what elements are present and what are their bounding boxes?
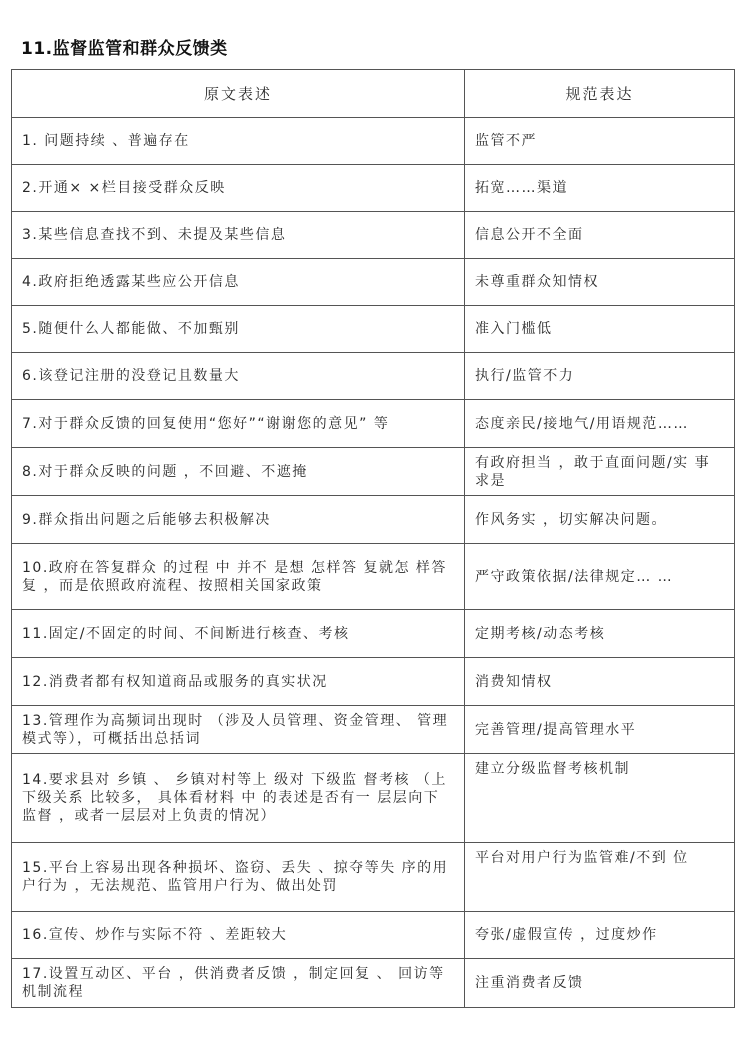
original-cell: 10.政府在答复群众 的过程 中 并不 是想 怎样答 复就怎 样答复 ，而是依照政府流程、按照相关国家政策	[12, 544, 465, 610]
table-row	[12, 843, 735, 912]
table-row	[12, 706, 735, 754]
original-cell: 16.宣传、炒作与实际不符 、差距较大	[12, 912, 465, 959]
standard-cell: 监管不严	[465, 118, 735, 165]
original-cell: 9.群众指出问题之后能够去积极解决	[12, 496, 465, 544]
standard-cell: 消费知情权	[465, 658, 735, 706]
standard-cell: 建立分级监督考核机制	[465, 754, 735, 843]
standard-cell: 完善管理/提高管理水平	[465, 706, 735, 754]
original-cell: 13.管理作为高频词出现时 （涉及人员管理、资金管理、 管理模式等），可概括出总括词	[12, 706, 465, 754]
table-row	[12, 118, 735, 165]
standard-cell: 准入门槛低	[465, 306, 735, 353]
original-cell: 17.设置互动区、平台 ，供消费者反馈 ，制定回复 、 回访等机制流程	[12, 959, 465, 1008]
header-original: 原文表述	[12, 70, 465, 118]
table-row	[12, 306, 735, 353]
standard-cell: 执行/监管不力	[465, 353, 735, 400]
standard-cell: 态度亲民/接地气/用语规范……	[465, 400, 735, 448]
table-row	[12, 610, 735, 658]
table-row	[12, 959, 735, 1008]
table-row	[12, 912, 735, 959]
original-cell: 2.开通× ×栏目接受群众反映	[12, 165, 465, 212]
standard-cell: 严守政策依据/法律规定… …	[465, 544, 735, 610]
standard-cell: 拓宽……渠道	[465, 165, 735, 212]
expression-table	[11, 69, 735, 1008]
original-cell: 3.某些信息查找不到、未提及某些信息	[12, 212, 465, 259]
original-cell: 11.固定/不固定的时间、不间断进行核查、考核	[12, 610, 465, 658]
original-cell: 15.平台上容易出现各种损坏、盗窃、丢失 、掠夺等失 序的用户行为 ，无法规范、监管用户行为、做出处罚	[12, 843, 465, 912]
standard-cell: 有政府担当 ，敢于直面问题/实 事求是	[465, 448, 735, 496]
original-cell: 7.对于群众反馈的回复使用“您好”“谢谢您的意见” 等	[12, 400, 465, 448]
table-row	[12, 448, 735, 496]
standard-cell: 夸张/虚假宣传 ，过度炒作	[465, 912, 735, 959]
original-cell: 5.随便什么人都能做、不加甄别	[12, 306, 465, 353]
original-cell: 8.对于群众反映的问题 ，不回避、不遮掩	[12, 448, 465, 496]
standard-cell: 作风务实 ，切实解决问题。	[465, 496, 735, 544]
table-row	[12, 496, 735, 544]
table-header-row	[12, 70, 735, 118]
table-row	[12, 353, 735, 400]
standard-cell: 定期考核/动态考核	[465, 610, 735, 658]
table-row	[12, 400, 735, 448]
original-cell: 4.政府拒绝透露某些应公开信息	[12, 259, 465, 306]
table-row	[12, 544, 735, 610]
original-cell: 12.消费者都有权知道商品或服务的真实状况	[12, 658, 465, 706]
original-cell: 6.该登记注册的没登记且数量大	[12, 353, 465, 400]
standard-cell: 注重消费者反馈	[465, 959, 735, 1008]
table-row	[12, 165, 735, 212]
header-standard: 规范表达	[465, 70, 735, 118]
original-cell: 1. 问题持续 、普遍存在	[12, 118, 465, 165]
table-row	[12, 212, 735, 259]
standard-cell: 信息公开不全面	[465, 212, 735, 259]
standard-cell: 未尊重群众知情权	[465, 259, 735, 306]
standard-cell: 平台对用户行为监管难/不到 位	[465, 843, 735, 912]
table-row	[12, 658, 735, 706]
original-cell: 14.要求县对 乡镇 、 乡镇对村等上 级对 下级监 督考核 （上下级关系 比较多， 具体看材料 中 的表述是否有一 层层向下监督 ，或者一层层对上负责的情况）	[12, 754, 465, 843]
table-row	[12, 754, 735, 843]
page-title: 11.监督监管和群众反馈类	[21, 39, 228, 59]
table-row	[12, 259, 735, 306]
